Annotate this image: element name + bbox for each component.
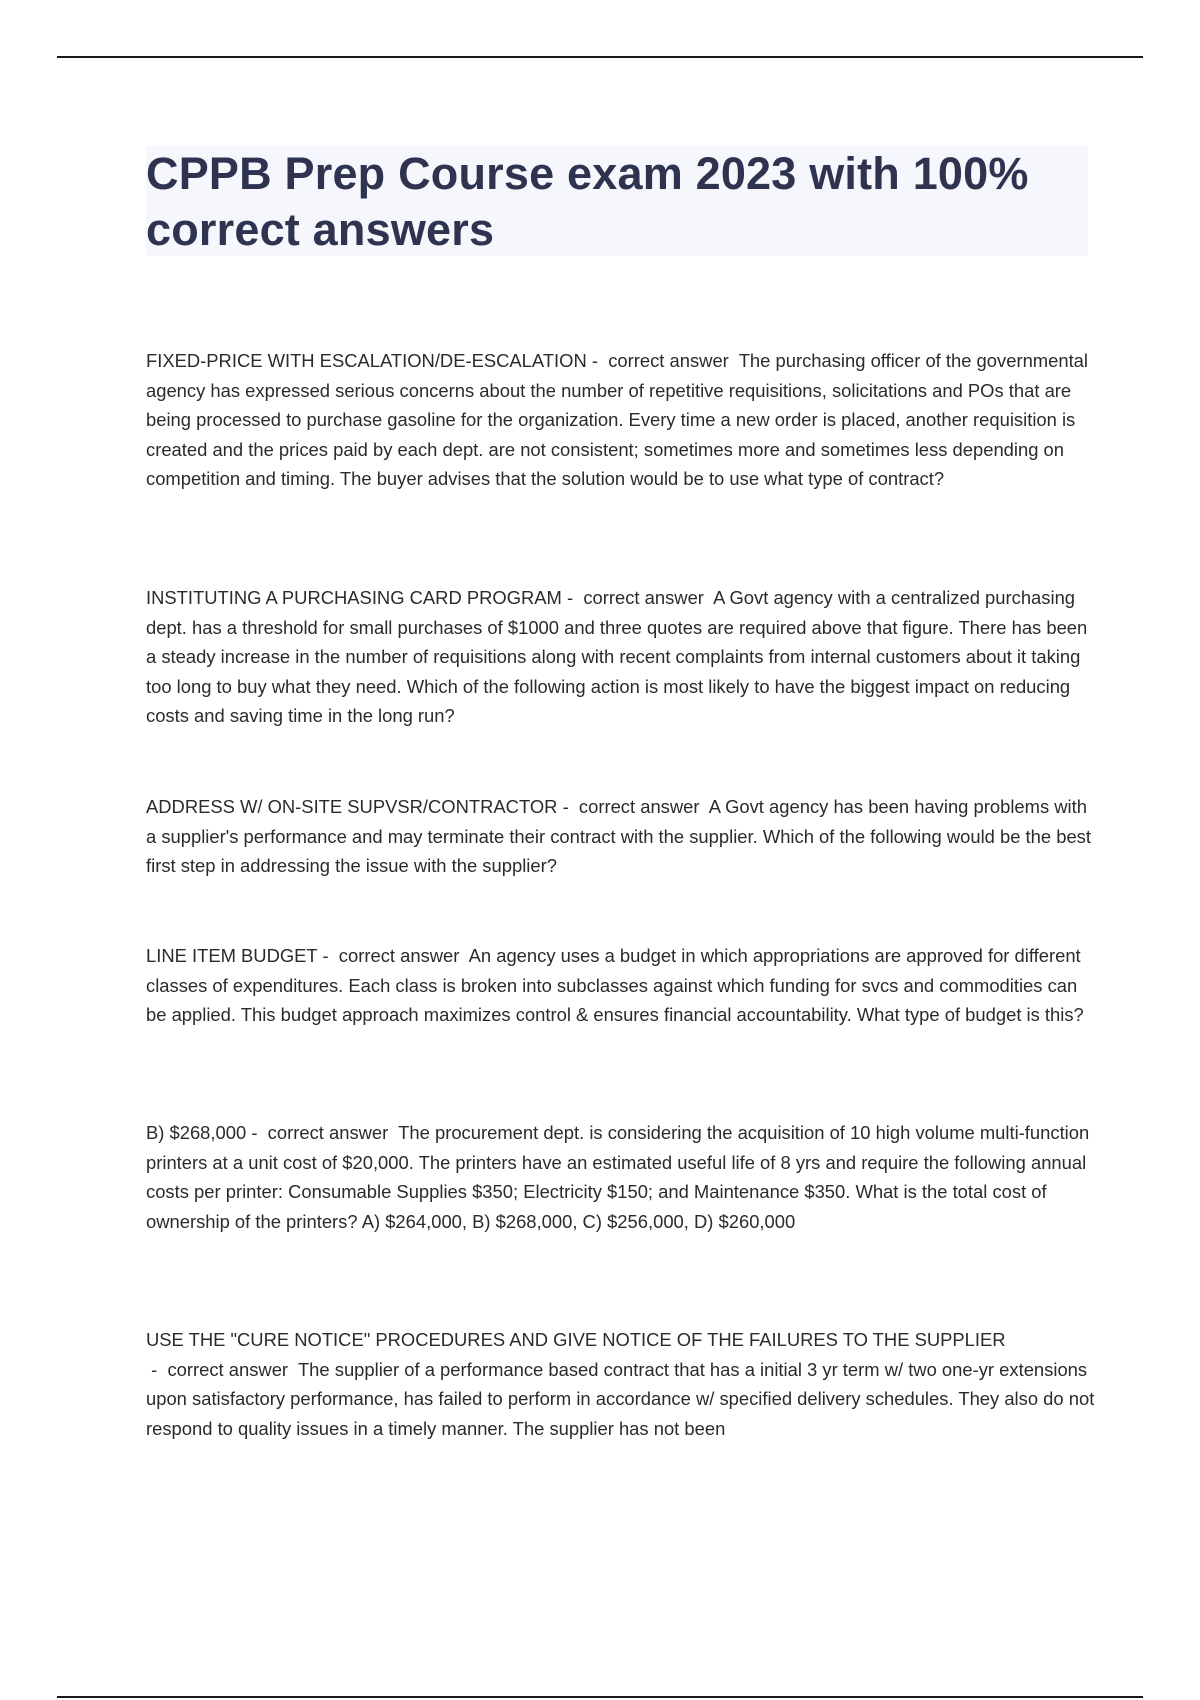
- qa-answer-label: correct answer: [267, 1122, 399, 1143]
- qa-separator: -: [561, 587, 584, 608]
- qa-item: [146, 583, 1096, 731]
- qa-answer: INSTITUTING A PURCHASING CARD PROGRAM: [146, 587, 562, 608]
- qa-question: A Govt agency has been having problems with a supplier's performance and may terminate their contract with the supplier. Which of the following would be the best first step in addressing the issue with the supplier?: [146, 796, 1091, 876]
- qa-separator: -: [586, 350, 609, 371]
- qa-answer: ADDRESS W/ ON-SITE SUPVSR/CONTRACTOR: [146, 796, 558, 817]
- qa-answer-label: correct answer: [578, 796, 709, 817]
- qa-separator: -: [317, 945, 339, 966]
- qa-answer-label: correct answer: [583, 587, 714, 608]
- qa-answer: B) $268,000: [146, 1122, 247, 1143]
- qa-item: [146, 1325, 1096, 1443]
- qa-question: The supplier of a performance based contract that has a initial 3 yr term w/ two one-yr extensions upon satisfactory performance, has failed to perform in accordance w/ specified delivery schedules. They also do not respond to quality issues in a timely manner. The supplier has not been: [146, 1358, 1095, 1439]
- qa-answer: FIXED-PRICE WITH ESCALATION/DE-ESCALATION: [146, 350, 587, 371]
- qa-item: [146, 941, 1096, 1030]
- qa-item: [146, 792, 1096, 881]
- qa-question: An agency uses a budget in which appropriations are approved for different classes of expenditures. Each class is broken into subclasses against which funding for svcs and commodities can be applied. This budget approach maximizes control & ensures financial accountability. What type of budget is this?: [146, 945, 1084, 1025]
- qa-answer: USE THE "CURE NOTICE" PROCEDURES AND GIVE NOTICE OF THE FAILURES TO THE SUPPLIER: [146, 1329, 1006, 1350]
- qa-item: [146, 1118, 1096, 1236]
- qa-separator: -: [246, 1122, 268, 1143]
- qa-separator: -: [146, 1358, 168, 1380]
- qa-answer-label: correct answer: [608, 350, 739, 371]
- qa-answer-label: correct answer: [167, 1358, 298, 1380]
- qa-answer-label: correct answer: [338, 945, 469, 966]
- bottom-rule: [57, 1696, 1143, 1698]
- qa-question: A Govt agency with a centralized purchasing dept. has a threshold for small purchases of $1000 and three quotes are required above that figure. There has been a steady increase in the number of requisitions along with recent complaints from internal customers about it taking too long to buy what they need. Which of the following action is most likely to have the biggest impact on reducing costs and saving time in the long run?: [146, 587, 1088, 726]
- document-title: CPPB Prep Course exam 2023 with 100% correct answers: [146, 148, 1029, 255]
- qa-question: The purchasing officer of the governmental agency has expressed serious concerns about the number of repetitive requisitions, solicitations and POs that are being processed to purchase gasoline for the organization. Every time a new order is placed, another requisition is created and the prices paid by each dept. are not consistent; sometimes more and sometimes less depending on competition and timing. The buyer advises that the solution would be to use what type of contract?: [146, 350, 1088, 489]
- qa-question: The procurement dept. is considering the acquisition of 10 high volume multi-function printers at a unit cost of $20,000. The printers have an estimated useful life of 8 yrs and require the following annual costs per printer: Consumable Supplies $350; Electricity $150; and Maintenance $350. What is the total cost of ownership of the printers? A) $264,000, B) $268,000, C) $256,000, D) $260,000: [146, 1122, 1090, 1232]
- qa-item: [146, 346, 1096, 494]
- top-rule: [57, 56, 1143, 58]
- qa-answer: LINE ITEM BUDGET: [146, 945, 318, 966]
- qa-separator: -: [557, 796, 579, 817]
